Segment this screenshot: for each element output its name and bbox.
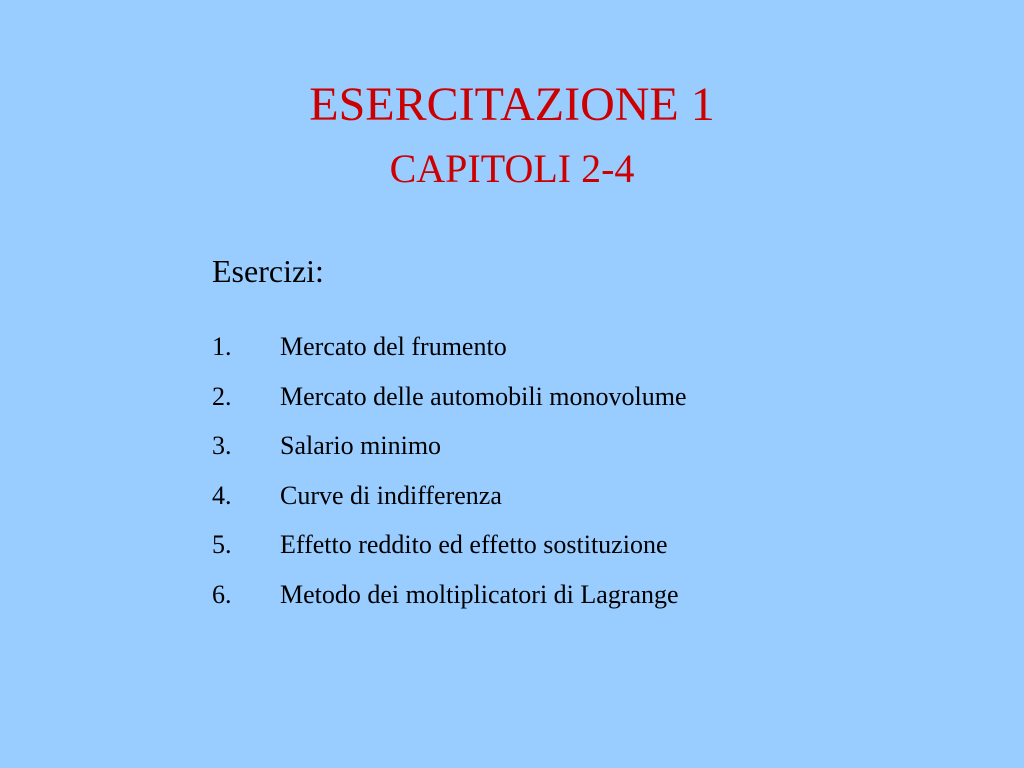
list-item-number: 5. [212, 530, 232, 559]
list-item-text: Metodo dei moltiplicatori di Lagrange [280, 579, 679, 609]
slide-subtitle: CAPITOLI 2-4 [389, 146, 635, 191]
list-item-number: 1. [212, 332, 232, 361]
list-item [212, 578, 687, 628]
list-item [212, 528, 687, 578]
list-item [212, 330, 687, 380]
section-label: Esercizi: [212, 253, 324, 289]
list-item-number: 6. [212, 579, 232, 609]
list-item-text: Salario minimo [280, 431, 442, 460]
list-item [212, 479, 687, 529]
list-item-number: 2. [212, 381, 232, 411]
slide-title: ESERCITAZIONE 1 [309, 78, 715, 131]
list-item-number: 4. [212, 480, 232, 510]
list-item-text: Mercato del frumento [280, 332, 507, 361]
list-item [212, 429, 687, 479]
list-item [212, 380, 687, 430]
list-item-number: 3. [212, 431, 232, 460]
exercise-list [212, 330, 687, 627]
list-item-text: Effetto reddito ed effetto sostituzione [280, 530, 668, 559]
list-item-text: Mercato delle automobili monovolume [280, 381, 687, 411]
list-item-text: Curve di indifferenza [280, 480, 502, 510]
